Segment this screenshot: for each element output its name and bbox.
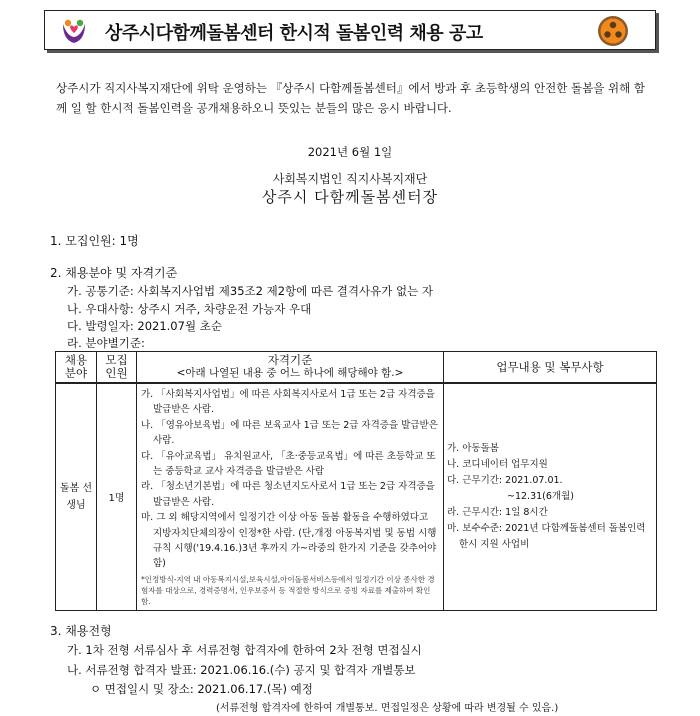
cell-count: 1명 — [97, 383, 137, 610]
header-criteria-subtitle: <아래 나열된 내용 중 어느 하나에 해당해야 함.> — [176, 367, 404, 379]
cell-duties — [444, 383, 657, 610]
qualification-table — [55, 351, 657, 611]
list-item: 가. 공통기준: 사회복지사업법 제35조2 제2항에 따른 결격사유가 없는 자 — [67, 284, 433, 298]
section-recruitment-count: 1. 모집인원: 1명 — [50, 234, 139, 248]
duty-item: 마. 보수수준: 2021년 다함께돌봄센터 돌봄인력 한시 지원 사업비 — [447, 522, 646, 550]
criteria-item: 라. 「청소년기본법」에 따른 청소년지도사로서 1급 또는 2급 자격증을 발급받은 사람. — [141, 481, 435, 508]
list-item: 가. 1차 전형 서류심사 후 서류전형 합격자에 한하여 2차 전형 면접실시 — [67, 643, 422, 657]
header-criteria-title: 자격기준 — [267, 353, 313, 367]
table-row — [56, 383, 657, 610]
criteria-item: 가. 「사회복지사업법」에 따른 사회복지사로서 1급 또는 2급 자격증을 발급받은 사람. — [141, 389, 435, 416]
list-item: ㅇ 면접일시 및 장소: 2021.06.17.(목) 예정 — [90, 682, 313, 696]
center-director: 상주시 다함께돌봄센터장 — [261, 188, 439, 206]
foundation-emblem-icon — [597, 15, 629, 47]
criteria-item: 나. 「영유아보육법」에 따른 보육교사 1급 또는 2급 자격증을 발급받은 사람. — [141, 419, 438, 447]
list-item: 라. 분야별기준: — [67, 336, 145, 350]
intro-paragraph: 상주시가 직지사복지재단에 위탁 운영하는 『상주시 다함께돌봄센터』에서 방과 후 초등학생의 안전한 돌봄을 위해 함께 일 할 한시적 돌봄인력을 공개채용하오니 뜻있는 분들의 많은 응시 바랍니다. — [56, 81, 645, 115]
criteria-item: 다. 「유아교육법」 유치원교사, 「초·중등교육법」에 따른 초등학교 또는 중등학교 교사 자격증을 발급받은 사람 — [141, 450, 436, 478]
table-header-row — [56, 352, 657, 384]
header-field: 채용 분야 — [56, 352, 97, 384]
announcement-date: 2021년 6월 1일 — [307, 145, 393, 159]
header-criteria — [137, 352, 444, 384]
cell-criteria — [137, 383, 444, 610]
duty-item: ~12.31(6개월) — [507, 490, 574, 502]
duty-item: 나. 코디네이터 업무지원 — [447, 458, 548, 470]
criteria-item: 마. 그 외 해당지역에서 일정기간 이상 아동 돌봄 활동을 수행하였다고 지방자치단체의장이 인정*한 사람. (단,개정 아동복지법 및 동법 시행규칙 시행('19.4.16.)3년 후까지 가~라중의 한가지 기준을 갖추어야 함) — [141, 512, 437, 570]
duty-item: 가. 아동돌봄 — [447, 442, 499, 454]
duty-item: 라. 근무시간: 1일 8시간 — [447, 506, 548, 518]
header-duties: 업무내용 및 복무사항 — [444, 352, 657, 384]
list-item: 나. 서류전형 합격자 발표: 2021.06.16.(수) 공지 및 합격자 개별통보 — [67, 663, 416, 677]
criteria-note: *인정방식-지역 내 아동복지시설,보육시설,아이돌봄서비스등에서 일정기간 이상 종사한 경험자를 대상으로, 경력증명서, 인우보증서 등 적절한 방식으로 증빙 자료를 제출하여 확인 함. — [141, 574, 435, 606]
page-title: 상주시다함께돌봄센터 한시적 돌봄인력 채용 공고 — [105, 23, 483, 44]
header-count: 모집 인원 — [97, 352, 137, 384]
interview-note: (서류전형 합격자에 한하여 개별통보. 면접일정은 상황에 따라 변경될 수 있음.) — [216, 703, 559, 714]
cell-field: 돌봄 선생님 — [56, 383, 97, 610]
title-bar — [44, 10, 656, 50]
organization-name: 사회복지법인 직지사복지재단 — [272, 172, 428, 186]
section-qualification-title: 2. 채용분야 및 자격기준 — [50, 266, 178, 280]
care-center-logo-icon — [59, 16, 89, 46]
duty-item: 다. 근무기간: 2021.07.01. — [447, 474, 563, 486]
list-item: 다. 발령일자: 2021.07월 초순 — [67, 319, 222, 333]
section-selection-title: 3. 채용전형 — [50, 624, 112, 638]
list-item: 나. 우대사항: 상주시 거주, 차량운전 가능자 우대 — [67, 302, 312, 316]
